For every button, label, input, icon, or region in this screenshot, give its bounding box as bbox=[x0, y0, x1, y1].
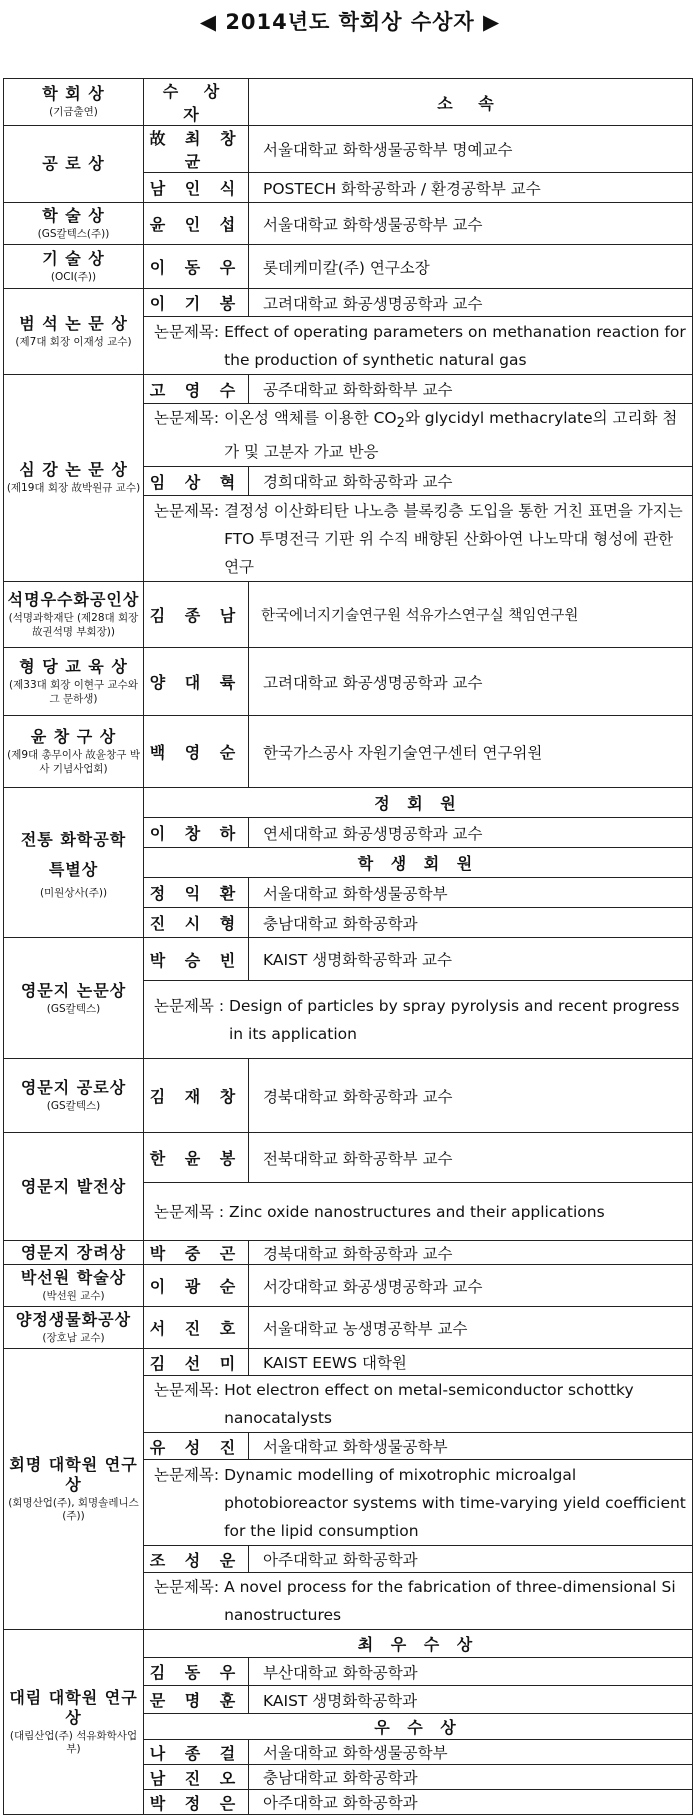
table-row bbox=[4, 788, 693, 818]
award-name: 형 당 교 육 상 bbox=[19, 657, 128, 677]
recipient-affiliation: 고려대학교 화공생명공학과 교수 bbox=[249, 289, 693, 317]
award-sponsor: (제9대 총무이사 故윤창구 박사 기념사업회) bbox=[7, 749, 140, 775]
table-row bbox=[4, 1059, 693, 1133]
recipient-name: 윤 인 섭 bbox=[144, 203, 249, 245]
award-cell-ym-gongro bbox=[4, 1059, 144, 1133]
recipient-affiliation: 한국가스공사 자원기술연구센터 연구위원 bbox=[249, 716, 693, 788]
recipient-name: 고 영 수 bbox=[144, 375, 249, 404]
award-name: 대림 대학원 연구상 bbox=[9, 1687, 138, 1727]
table-row bbox=[4, 245, 693, 289]
recipient-name: 이 광 순 bbox=[144, 1265, 249, 1307]
award-cell-hyeongdang bbox=[4, 648, 144, 716]
recipient-affiliation: 서울대학교 화학생물공학부 bbox=[249, 878, 693, 908]
award-cell-parkseonwon bbox=[4, 1265, 144, 1307]
recipient-affiliation: 연세대학교 화공생명공학과 교수 bbox=[249, 818, 693, 848]
recipient-affiliation: 전북대학교 화학공학부 교수 bbox=[249, 1133, 693, 1183]
header-award: 학 회 상 bbox=[42, 84, 105, 104]
award-sponsor: (OCI(주)) bbox=[50, 270, 97, 283]
paper-title: Zinc oxide nanostructures and their applications bbox=[228, 1202, 605, 1221]
paper-title-label: 논문제목 : bbox=[154, 996, 225, 1015]
recipient-affiliation: 경북대학교 화학공학과 교수 bbox=[249, 1059, 693, 1133]
recipient-name: 박 중 곤 bbox=[144, 1241, 249, 1265]
subcategory-student-member: 학 생 회 원 bbox=[144, 848, 693, 878]
recipient-name: 박 정 은 bbox=[144, 1790, 249, 1815]
recipient-name: 임 상 혁 bbox=[144, 467, 249, 496]
paper-title-cell bbox=[144, 1183, 693, 1241]
award-cell-yangjeong bbox=[4, 1307, 144, 1349]
recipient-name: 나 종 걸 bbox=[144, 1740, 249, 1765]
table-row bbox=[4, 126, 693, 173]
header-affiliation: 소 속 bbox=[249, 79, 693, 126]
award-name: 석명우수화공인상 bbox=[7, 590, 140, 610]
award-cell-gisul bbox=[4, 245, 144, 289]
recipient-name: 이 동 우 bbox=[144, 245, 249, 289]
award-name: 공 로 상 bbox=[42, 154, 105, 173]
subcategory-regular-member: 정 회 원 bbox=[144, 788, 693, 818]
award-cell-ym-jangryeo bbox=[4, 1241, 144, 1265]
award-sponsor: (GS칼텍스(주)) bbox=[37, 227, 110, 240]
award-name: 박선원 학술상 bbox=[20, 1268, 127, 1288]
table-header-row bbox=[4, 79, 693, 126]
table-row bbox=[4, 716, 693, 788]
award-sponsor: (석명과학재단 (제28대 회장 故권석명 부회장)) bbox=[8, 612, 139, 638]
recipient-name: 남 진 오 bbox=[144, 1765, 249, 1790]
recipient-name: 조 성 운 bbox=[144, 1546, 249, 1573]
recipient-name: 故 최 창 균 bbox=[144, 126, 249, 173]
paper-title-label: 논문제목 : bbox=[154, 1202, 225, 1221]
paper-title-label: 논문제목: bbox=[154, 322, 220, 341]
recipient-affiliation: 서울대학교 화학생물공학부 교수 bbox=[249, 203, 693, 245]
award-cell-haksul bbox=[4, 203, 144, 245]
paper-title-label: 논문제목: bbox=[154, 1381, 220, 1400]
paper-title-part: 이온성 액체를 이용한 CO bbox=[224, 409, 397, 427]
award-cell-gongro bbox=[4, 126, 144, 203]
recipient-affiliation: 서울대학교 화학생물공학부 bbox=[249, 1433, 693, 1460]
table-row bbox=[4, 1265, 693, 1307]
recipient-affiliation: KAIST EEWS 대학원 bbox=[249, 1349, 693, 1376]
table-row bbox=[4, 289, 693, 317]
table-row bbox=[4, 1133, 693, 1183]
recipient-name: 이 창 하 bbox=[144, 818, 249, 848]
award-sponsor: (제7대 회장 이재성 교수) bbox=[15, 335, 132, 348]
awards-table bbox=[3, 78, 693, 1815]
recipient-name: 백 영 순 bbox=[144, 716, 249, 788]
award-cell-simgang bbox=[4, 375, 144, 582]
paper-title-cell bbox=[144, 1573, 693, 1630]
award-cell-beomseok bbox=[4, 289, 144, 375]
recipient-affiliation: 서울대학교 농생명공학부 교수 bbox=[249, 1307, 693, 1349]
award-name: 범 석 논 문 상 bbox=[19, 313, 128, 333]
header-award-cell bbox=[4, 79, 144, 126]
award-cell-jeontong bbox=[4, 788, 144, 938]
recipient-affiliation: 경희대학교 화학공학과 교수 bbox=[249, 467, 693, 496]
award-sponsor: (회명산업(주), 회명솔레니스(주)) bbox=[8, 1496, 139, 1523]
award-name: 양정생물화공상 bbox=[15, 1310, 132, 1330]
paper-title-subscript: 2 bbox=[396, 416, 405, 432]
award-name: 학 술 상 bbox=[42, 205, 105, 225]
recipient-affiliation: 고려대학교 화공생명공학과 교수 bbox=[249, 648, 693, 716]
paper-title-cell bbox=[144, 404, 693, 467]
recipient-affiliation: 서울대학교 화학생물공학부 명예교수 bbox=[249, 126, 693, 173]
recipient-affiliation: 아주대학교 화학공학과 bbox=[249, 1546, 693, 1573]
recipient-name: 서 진 호 bbox=[144, 1307, 249, 1349]
recipient-name: 유 성 진 bbox=[144, 1433, 249, 1460]
header-recipient: 수 상 자 bbox=[144, 79, 249, 126]
paper-title: Dynamic modelling of mixotrophic microalgal photobioreactor systems with time-varying yield coefficient for the lipid consumption bbox=[224, 1465, 686, 1540]
table-row bbox=[4, 938, 693, 981]
award-cell-daerim bbox=[4, 1630, 144, 1815]
paper-title-label: 논문제목: bbox=[154, 409, 220, 427]
award-sponsor: (장호남 교수) bbox=[42, 1332, 105, 1345]
paper-title-label: 논문제목: bbox=[154, 1465, 220, 1484]
paper-title-label: 논문제목: bbox=[154, 1578, 220, 1597]
paper-title-label: 논문제목: bbox=[154, 501, 220, 520]
recipient-affiliation: 서울대학교 화학생물공학부 bbox=[249, 1740, 693, 1765]
paper-title-cell bbox=[144, 1376, 693, 1433]
award-name: 전통 화학공학 특별상 bbox=[20, 829, 127, 880]
page-title: ◀ 2014년도 학회상 수상자 ▶ bbox=[199, 10, 501, 34]
recipient-affiliation: 경북대학교 화학공학과 교수 bbox=[249, 1241, 693, 1265]
award-cell-ym-paper bbox=[4, 938, 144, 1059]
paper-title-cell bbox=[144, 496, 693, 582]
recipient-affiliation: 롯데케미칼(주) 연구소장 bbox=[249, 245, 693, 289]
paper-title-part: 와 glycidyl methacrylate의 고리화 첨가 및 고분자 가교 반응 bbox=[224, 409, 678, 462]
award-sponsor: (GS칼텍스) bbox=[46, 1100, 101, 1113]
award-name: 영문지 발전상 bbox=[20, 1176, 127, 1196]
award-name: 영문지 장려상 bbox=[20, 1242, 127, 1262]
paper-title: Effect of operating parameters on methanation reaction for the production of synthetic natural gas bbox=[224, 322, 686, 369]
table-row bbox=[4, 375, 693, 404]
award-name: 기 술 상 bbox=[42, 248, 105, 268]
award-cell-hoemyeong bbox=[4, 1349, 144, 1630]
paper-title-cell bbox=[144, 1460, 693, 1546]
table-row bbox=[4, 1349, 693, 1376]
paper-title-cell bbox=[144, 317, 693, 375]
recipient-name: 박 승 빈 bbox=[144, 938, 249, 981]
award-sponsor: (박선원 교수) bbox=[42, 1290, 105, 1303]
recipient-affiliation: 한국에너지기술연구원 석유가스연구실 책임연구원 bbox=[249, 582, 693, 648]
award-sponsor: (GS칼텍스) bbox=[46, 1002, 101, 1015]
recipient-name: 이 기 봉 bbox=[144, 289, 249, 317]
subcategory-top-prize: 최 우 수 상 bbox=[144, 1630, 693, 1658]
award-name: 영문지 공로상 bbox=[20, 1078, 127, 1098]
table-row bbox=[4, 1307, 693, 1349]
recipient-name: 김 선 미 bbox=[144, 1349, 249, 1376]
paper-title: A novel process for the fabrication of three-dimensional Si nanostructures bbox=[224, 1578, 676, 1625]
award-name: 회명 대학원 연구상 bbox=[9, 1454, 138, 1494]
recipient-name: 김 종 남 bbox=[144, 582, 249, 648]
paper-title: 결정성 이산화티탄 나노층 블록킹층 도입을 통한 거친 표면을 가지는 FTO 투명전극 기판 위 수직 배향된 산화아연 나노막대 형성에 관한 연구 bbox=[224, 501, 683, 576]
recipient-name: 김 동 우 bbox=[144, 1658, 249, 1686]
recipient-affiliation: 부산대학교 화학공학과 bbox=[249, 1658, 693, 1686]
award-sponsor: (대림산업(주) 석유화학사업부) bbox=[9, 1729, 138, 1756]
award-name: 윤 창 구 상 bbox=[30, 727, 117, 747]
recipient-affiliation: 아주대학교 화학공학과 bbox=[249, 1790, 693, 1815]
paper-title-cell bbox=[144, 981, 693, 1059]
recipient-affiliation: 충남대학교 화학공학과 bbox=[249, 908, 693, 938]
subcategory-excellence-prize: 우 수 상 bbox=[144, 1714, 693, 1740]
table-row bbox=[4, 203, 693, 245]
recipient-name: 진 시 형 bbox=[144, 908, 249, 938]
recipient-name: 남 인 식 bbox=[144, 173, 249, 203]
recipient-affiliation: KAIST 생명화학공학과 교수 bbox=[249, 938, 693, 981]
recipient-affiliation: 서강대학교 화공생명공학과 교수 bbox=[249, 1265, 693, 1307]
recipient-name: 문 명 훈 bbox=[144, 1686, 249, 1714]
award-sponsor: (제19대 회장 故박원규 교수) bbox=[6, 482, 141, 495]
recipient-affiliation: 공주대학교 화학화학부 교수 bbox=[249, 375, 693, 404]
table-row bbox=[4, 1630, 693, 1658]
table-row bbox=[4, 648, 693, 716]
recipient-affiliation: 충남대학교 화학공학과 bbox=[249, 1765, 693, 1790]
paper-title: Design of particles by spray pyrolysis and recent progress in its application bbox=[228, 996, 680, 1043]
award-cell-ym-baljeon bbox=[4, 1133, 144, 1241]
paper-title bbox=[224, 404, 686, 466]
award-cell-yunchanggu bbox=[4, 716, 144, 788]
recipient-name: 한 윤 봉 bbox=[144, 1133, 249, 1183]
award-name: 심 강 논 문 상 bbox=[19, 460, 128, 480]
award-name: 영문지 논문상 bbox=[20, 980, 127, 1000]
award-sponsor: (미원상사(주)) bbox=[39, 887, 108, 900]
paper-title: Hot electron effect on metal-semiconductor schottky nanocatalysts bbox=[224, 1381, 634, 1428]
table-row bbox=[4, 1241, 693, 1265]
award-cell-seokmyeong bbox=[4, 582, 144, 648]
recipient-affiliation: KAIST 생명화학공학과 bbox=[249, 1686, 693, 1714]
recipient-affiliation: POSTECH 화학공학과 / 환경공학부 교수 bbox=[249, 173, 693, 203]
table-row bbox=[4, 582, 693, 648]
recipient-name: 김 재 창 bbox=[144, 1059, 249, 1133]
recipient-name: 양 대 륙 bbox=[144, 648, 249, 716]
header-sponsor: (기금출연) bbox=[49, 106, 98, 119]
recipient-name: 정 익 환 bbox=[144, 878, 249, 908]
award-sponsor: (제33대 회장 이현구 교수와 그 문하생) bbox=[9, 679, 138, 705]
